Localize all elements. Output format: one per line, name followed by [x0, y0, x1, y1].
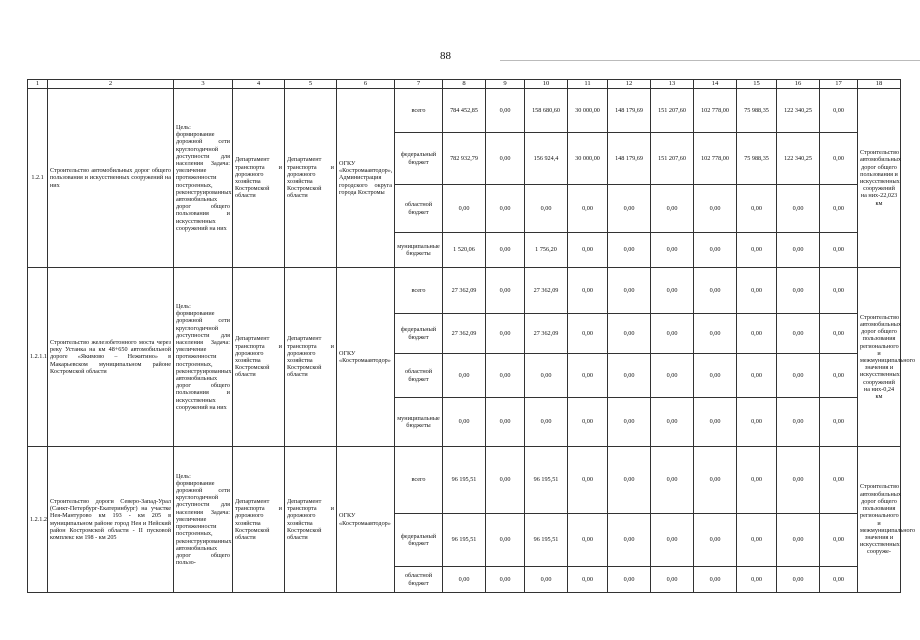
funding-value: 0,00 [486, 354, 525, 398]
funding-value: 0,00 [525, 567, 568, 593]
funding-value: 0,00 [694, 233, 737, 268]
funding-value: 0,00 [820, 185, 858, 233]
header-cell: 7 [395, 80, 443, 89]
header-cell: 18 [858, 80, 901, 89]
funding-value: 96 195,51 [525, 447, 568, 514]
funding-value: 0,00 [568, 514, 608, 567]
funding-value: 0,00 [777, 567, 820, 593]
header-cell: 4 [233, 80, 285, 89]
funding-value: 0,00 [525, 185, 568, 233]
funding-value: 0,00 [443, 354, 486, 398]
funding-value: 0,00 [486, 268, 525, 314]
page-number: 88 [440, 50, 451, 62]
row-responsible: Департамент транспорта и дорожного хозяйства Костромской области [233, 89, 285, 268]
funding-source: областной бюджет [395, 567, 443, 593]
header-cell: 1 [28, 80, 48, 89]
funding-value: 0,00 [486, 185, 525, 233]
funding-value: 0,00 [820, 567, 858, 593]
funding-value: 0,00 [737, 185, 777, 233]
funding-value: 0,00 [568, 354, 608, 398]
header-cell: 15 [737, 80, 777, 89]
header-cell: 3 [174, 80, 233, 89]
funding-value: 0,00 [651, 268, 694, 314]
funding-value: 0,00 [568, 185, 608, 233]
funding-value: 0,00 [820, 354, 858, 398]
funding-value: 0,00 [568, 233, 608, 268]
funding-value: 0,00 [486, 89, 525, 133]
funding-value: 0,00 [820, 447, 858, 514]
funding-value: 0,00 [568, 567, 608, 593]
funding-value: 0,00 [694, 185, 737, 233]
funding-source: федеральный бюджет [395, 314, 443, 354]
funding-value: 27 362,09 [525, 268, 568, 314]
funding-source: всего [395, 268, 443, 314]
funding-value: 0,00 [651, 314, 694, 354]
funding-value: 148 179,69 [608, 89, 651, 133]
header-cell: 16 [777, 80, 820, 89]
header-cell: 12 [608, 80, 651, 89]
funding-value: 27 362,09 [443, 268, 486, 314]
funding-value: 0,00 [651, 447, 694, 514]
row-executor: ОГКУ «Костромаавтодор» [337, 447, 395, 593]
funding-value: 0,00 [820, 268, 858, 314]
funding-source: федеральный бюджет [395, 133, 443, 185]
row-coexecutor: Департамент транспорта и дорожного хозяйства Костромской области [285, 89, 337, 268]
funding-value: 0,00 [737, 567, 777, 593]
funding-source: муниципальные бюджеты [395, 233, 443, 268]
funding-value: 0,00 [651, 354, 694, 398]
funding-value: 0,00 [651, 233, 694, 268]
funding-source: областной бюджет [395, 185, 443, 233]
row-name: Строительство железобетонного моста через реку Устанка на км 48+650 автомобильной дороге «Якимово – Нежитино» в Макарьевском муниципальном районе Костромской области [48, 268, 174, 447]
header-cell: 10 [525, 80, 568, 89]
funding-source: федеральный бюджет [395, 514, 443, 567]
funding-value: 27 362,09 [525, 314, 568, 354]
funding-value: 0,00 [737, 314, 777, 354]
header-cell: 14 [694, 80, 737, 89]
funding-value: 0,00 [568, 398, 608, 447]
row-goal: Цель: формирование дорожной сети круглогодичной доступности для населения Задача: увеличение протяженности построенных, реконструированных автомобильных дорог общего пользования и искусственных сооружений на них [174, 268, 233, 447]
funding-value: 0,00 [608, 233, 651, 268]
funding-value: 0,00 [777, 233, 820, 268]
row-goal: Цель: формирование дорожной сети круглогодичной доступности для населения Задача: увеличение протяженности построенных, реконструированных автомобильных дорог общего пользо- [174, 447, 233, 593]
funding-value: 0,00 [651, 567, 694, 593]
funding-value: 156 924,4 [525, 133, 568, 185]
funding-value: 0,00 [568, 268, 608, 314]
table-row [28, 89, 901, 133]
funding-value: 0,00 [737, 447, 777, 514]
row-name: Строительство автомобильных дорог общего пользования и искусственных сооружений на них [48, 89, 174, 268]
row-coexecutor: Департамент транспорта и дорожного хозяйства Костромской области [285, 268, 337, 447]
row-code: 1.2.1 [28, 89, 48, 268]
header-cell: 9 [486, 80, 525, 89]
funding-value: 0,00 [443, 567, 486, 593]
funding-value: 30 000,00 [568, 89, 608, 133]
header-cell: 2 [48, 80, 174, 89]
funding-value: 0,00 [737, 514, 777, 567]
funding-value: 148 179,69 [608, 133, 651, 185]
funding-value: 27 362,09 [443, 314, 486, 354]
program-table [27, 79, 916, 593]
funding-value: 151 207,60 [651, 89, 694, 133]
funding-value: 75 988,35 [737, 89, 777, 133]
header-cell: 11 [568, 80, 608, 89]
funding-value: 0,00 [608, 354, 651, 398]
funding-value: 0,00 [820, 89, 858, 133]
row-executor: ОГКУ «Костромаавтодор» [337, 268, 395, 447]
funding-value: 0,00 [443, 398, 486, 447]
funding-value: 0,00 [608, 514, 651, 567]
funding-value: 0,00 [694, 447, 737, 514]
funding-value: 151 207,60 [651, 133, 694, 185]
funding-value: 96 195,51 [525, 514, 568, 567]
funding-value: 0,00 [486, 567, 525, 593]
funding-value: 0,00 [694, 354, 737, 398]
funding-value: 0,00 [608, 567, 651, 593]
funding-value: 0,00 [694, 268, 737, 314]
funding-value: 102 778,00 [694, 133, 737, 185]
row-responsible: Департамент транспорта и дорожного хозяйства Костромской области [233, 447, 285, 593]
funding-source: всего [395, 447, 443, 514]
funding-value: 0,00 [608, 268, 651, 314]
funding-value: 75 988,35 [737, 133, 777, 185]
funding-value: 158 680,60 [525, 89, 568, 133]
funding-value: 122 340,25 [777, 89, 820, 133]
funding-value: 0,00 [820, 514, 858, 567]
funding-value: 0,00 [777, 354, 820, 398]
funding-value: 0,00 [486, 233, 525, 268]
funding-value: 0,00 [820, 133, 858, 185]
funding-value: 102 778,00 [694, 89, 737, 133]
funding-value: 0,00 [486, 133, 525, 185]
row-result: Строительство автомобильных дорог общего пользования и искусственных сооружений на них-22,023 км [858, 89, 901, 268]
funding-value: 0,00 [525, 354, 568, 398]
funding-value: 0,00 [820, 314, 858, 354]
row-code: 1.2.1.1 [28, 268, 48, 447]
funding-value: 0,00 [651, 185, 694, 233]
header-cell: 8 [443, 80, 486, 89]
funding-value: 0,00 [608, 314, 651, 354]
row-result: Строительство автомобильных дорог общего пользования регионального и межмуниципального значения и искусственных сооруже- [858, 447, 901, 593]
funding-value: 782 932,79 [443, 133, 486, 185]
funding-value: 0,00 [651, 398, 694, 447]
funding-value: 784 452,85 [443, 89, 486, 133]
funding-source: муниципальные бюджеты [395, 398, 443, 447]
funding-value: 96 195,51 [443, 514, 486, 567]
funding-value: 0,00 [486, 314, 525, 354]
funding-value: 0,00 [694, 514, 737, 567]
row-code: 1.2.1.2 [28, 447, 48, 593]
row-result: Строительство автомобильных дорог общего пользования регионального и межмуниципального значения и искусственных сооружений на них-0,24 км [858, 268, 901, 447]
funding-source: областной бюджет [395, 354, 443, 398]
funding-value: 0,00 [694, 567, 737, 593]
funding-value: 0,00 [737, 268, 777, 314]
funding-value: 0,00 [777, 447, 820, 514]
funding-value: 96 195,51 [443, 447, 486, 514]
row-coexecutor: Департамент транспорта и дорожного хозяйства Костромской области [285, 447, 337, 593]
funding-value: 0,00 [608, 185, 651, 233]
row-name: Строительство дороги Северо-Запад-Урал (Санкт-Петербург-Екатеринбург) на участке Нея-Мантурово км 193 - км 205 в муниципальном районе город Нея и Нейский район Костромской области - II пусковой комплекс км 198 - км 205 [48, 447, 174, 593]
funding-value: 0,00 [486, 398, 525, 447]
header-cell: 17 [820, 80, 858, 89]
funding-value: 0,00 [525, 398, 568, 447]
funding-value: 0,00 [777, 314, 820, 354]
funding-value: 1 756,20 [525, 233, 568, 268]
scan-edge-line [500, 60, 920, 62]
header-row [28, 80, 901, 89]
funding-value: 0,00 [608, 447, 651, 514]
header-cell: 13 [651, 80, 694, 89]
funding-value: 0,00 [777, 514, 820, 567]
funding-value: 0,00 [737, 233, 777, 268]
funding-value: 122 340,25 [777, 133, 820, 185]
funding-value: 0,00 [486, 447, 525, 514]
funding-value: 0,00 [443, 185, 486, 233]
funding-value: 1 520,06 [443, 233, 486, 268]
row-goal: Цель: формирование дорожной сети круглогодичной доступности для населения Задача: увеличение протяженности построенных, реконструированных автомобильных дорог общего пользования и искусственных сооружений на них [174, 89, 233, 268]
funding-value: 0,00 [777, 185, 820, 233]
funding-value: 0,00 [777, 398, 820, 447]
funding-value: 0,00 [820, 398, 858, 447]
funding-value: 0,00 [820, 233, 858, 268]
funding-value: 0,00 [486, 514, 525, 567]
table-row [28, 447, 901, 514]
funding-value: 0,00 [694, 314, 737, 354]
row-responsible: Департамент транспорта и дорожного хозяйства Костромской области [233, 268, 285, 447]
funding-value: 0,00 [694, 398, 737, 447]
funding-value: 0,00 [737, 354, 777, 398]
funding-value: 0,00 [568, 314, 608, 354]
table-row [28, 268, 901, 314]
funding-source: всего [395, 89, 443, 133]
funding-value: 30 000,00 [568, 133, 608, 185]
funding-value: 0,00 [608, 398, 651, 447]
funding-value: 0,00 [777, 268, 820, 314]
funding-value: 0,00 [568, 447, 608, 514]
row-executor: ОГКУ «Костромаавтодор», Администрация городского округа города Костромы [337, 89, 395, 268]
header-cell: 5 [285, 80, 337, 89]
funding-value: 0,00 [651, 514, 694, 567]
header-cell: 6 [337, 80, 395, 89]
funding-value: 0,00 [737, 398, 777, 447]
